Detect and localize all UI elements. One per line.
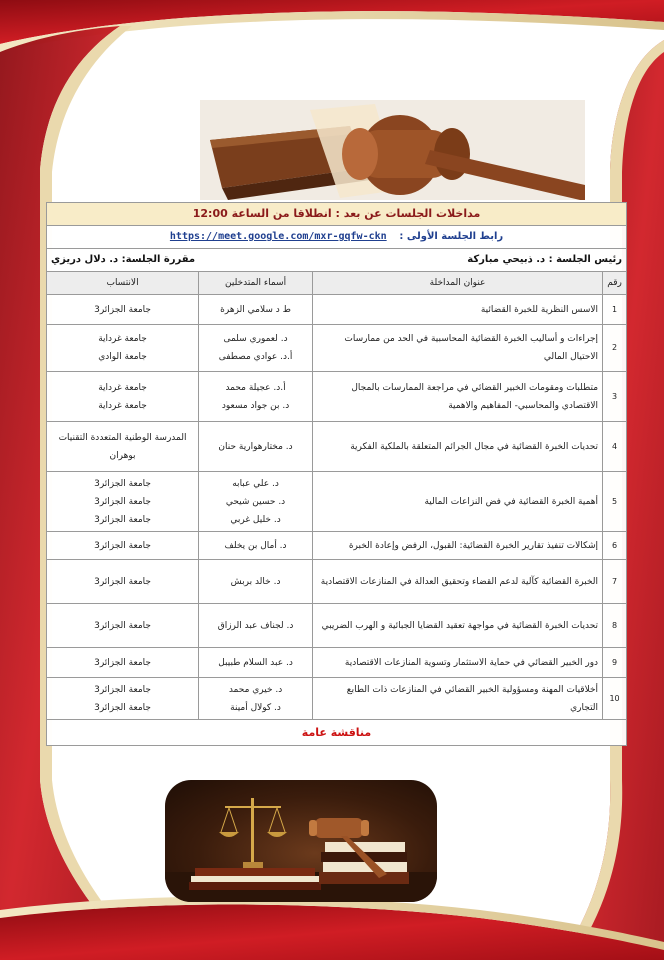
row-number: 9 [603,648,627,678]
row-title: الخبرة القضائية كآلية لدعم القضاء وتحقيق العدالة في المنازعات الاقتصادية [313,560,603,604]
column-header-title: عنوان المداخلة [313,272,603,295]
row-title: تحديات الخبرة القضائية في مواجهة تعقيد القضايا الجبائية و الهرب الضريبي [313,604,603,648]
row-title: تحديات الخبرة القضائية في مجال الجرائم المتعلقة بالملكية الفكرية [313,422,603,472]
session-rapporteur: مقررة الجلسة: د. دلال دريزي [51,254,196,265]
row-affiliation [47,678,199,720]
row-title: الاسس النظرية للخبرة القضائية [313,295,603,325]
session-chair: رئيس الجلسة : د. ذبيحي مباركة [467,254,623,265]
row-number: 8 [603,604,627,648]
affiliation-name: جامعة غرداية [98,334,147,344]
table-row [47,325,627,372]
speaker-name: د. خيري محمد [228,684,283,695]
row-title: دور الخبير القضائي في حماية الاستثمار وتسوية المنازعات الاقتصادية [313,648,603,678]
schedule-document [46,202,626,746]
session-link-row [47,226,627,249]
speaker-name: ط د سلامي الزهرة [220,304,291,315]
affiliation-name: جامعة غرداية [98,382,147,393]
row-affiliation [47,295,199,325]
row-speakers [199,648,313,678]
row-number: 3 [603,372,627,422]
column-header-number: رقم [603,272,627,295]
row-speakers [199,678,313,720]
sessions-banner-row [47,203,627,226]
column-header-affiliation: الانتساب [47,272,199,295]
row-title: متطلبات ومقومات الخبير القضائي في مراجعة الممارسات بالمجال الاقتصادي والمحاسبي- المفاهيم والاهمية [313,372,603,422]
affiliation-name: جامعة الجزائر3 [94,540,151,551]
row-affiliation [47,648,199,678]
row-speakers [199,560,313,604]
row-number: 1 [603,295,627,325]
row-title: أخلاقيات المهنة ومسؤولية الخبير القضائي في المنازعات ذات الطابع التجاري [313,678,603,720]
speaker-name: د. حسين شيحي [225,496,286,507]
row-number: 4 [603,422,627,472]
affiliation-name: جامعة غرداية [98,400,147,411]
sessions-banner: مداخلات الجلسات عن بعد : انطلاقا من الساعة 12:00 [47,203,627,226]
table-row [47,678,627,720]
table-row [47,604,627,648]
session-link[interactable]: https://meet.google.com/mxr-gqfw-ckn [169,231,387,242]
row-speakers [199,295,313,325]
affiliation-name: جامعة الجزائر3 [94,576,151,587]
affiliation-name: جامعة الجزائر3 [94,304,151,315]
sessions-table [46,202,627,746]
speaker-name: د. لجناف عبد الرزاق [217,620,294,631]
speaker-name: د. خليل غربي [230,514,281,525]
session-officers-row [47,249,627,272]
table-row [47,560,627,604]
affiliation-name: جامعة الجزائر3 [94,702,151,713]
row-number: 2 [603,325,627,372]
row-title: إجراءات و أساليب الخبرة القضائية المحاسبية في الحد من ممارسات الاحتيال المالي [313,325,603,372]
row-speakers [199,532,313,560]
row-affiliation [47,325,199,372]
gavel-photo [200,100,585,200]
speaker-name: أ.د. عجيلة محمد [225,382,286,393]
column-header-speakers: أسماء المتدخلين [199,272,313,295]
row-title: إشكالات تنفيذ تقارير الخبرة القضائية: القبول، الرفض وإعادة الخبرة [313,532,603,560]
speaker-name: د. عبد السلام طبيبل [218,657,293,668]
row-title: أهمية الخبرة القضائية في فض النزاعات المالية [313,472,603,532]
scales-books-gavel-photo [165,780,437,902]
affiliation-name: جامعة الجزائر3 [94,496,151,507]
row-affiliation [47,472,199,532]
affiliation-name: جامعة الوادي [98,352,147,362]
speaker-name: د. لعموري سلمى [223,334,288,344]
speaker-name: د. بن جواد مسعود [221,400,290,411]
row-number: 6 [603,532,627,560]
affiliation-name: جامعة الجزائر3 [94,478,151,489]
speaker-name: د. خالد بربش [230,576,281,587]
row-number: 7 [603,560,627,604]
speaker-name: د. أمال بن يخلف [224,540,287,551]
row-speakers [199,604,313,648]
speaker-name: د. كولال أمينة [230,702,281,713]
row-affiliation [47,604,199,648]
row-number: 5 [603,472,627,532]
speaker-name: أ.د. عوادي مصطفى [218,352,293,362]
general-discussion: مناقشة عامة [47,720,627,746]
row-speakers [199,472,313,532]
table-row [47,472,627,532]
row-affiliation [47,422,199,472]
row-affiliation [47,532,199,560]
affiliation-name: المدرسة الوطنية المتعددة التقنيات بوهران [58,432,187,461]
row-speakers [199,422,313,472]
speaker-name: د. مختارهوارية حنان [218,441,293,452]
row-affiliation [47,560,199,604]
affiliation-name: جامعة الجزائر3 [94,657,151,668]
session-link-label: رابط الجلسة الأولى : [399,231,504,242]
row-speakers [199,372,313,422]
table-row [47,295,627,325]
table-row [47,532,627,560]
row-affiliation [47,372,199,422]
table-header-row [47,272,627,295]
affiliation-name: جامعة الجزائر3 [94,684,151,695]
affiliation-name: جامعة الجزائر3 [94,620,151,631]
table-row [47,422,627,472]
table-row [47,648,627,678]
affiliation-name: جامعة الجزائر3 [94,514,151,525]
discussion-row [47,720,627,746]
table-row [47,372,627,422]
row-number: 10 [603,678,627,720]
row-speakers [199,325,313,372]
speaker-name: د. علي عبابه [232,478,279,489]
